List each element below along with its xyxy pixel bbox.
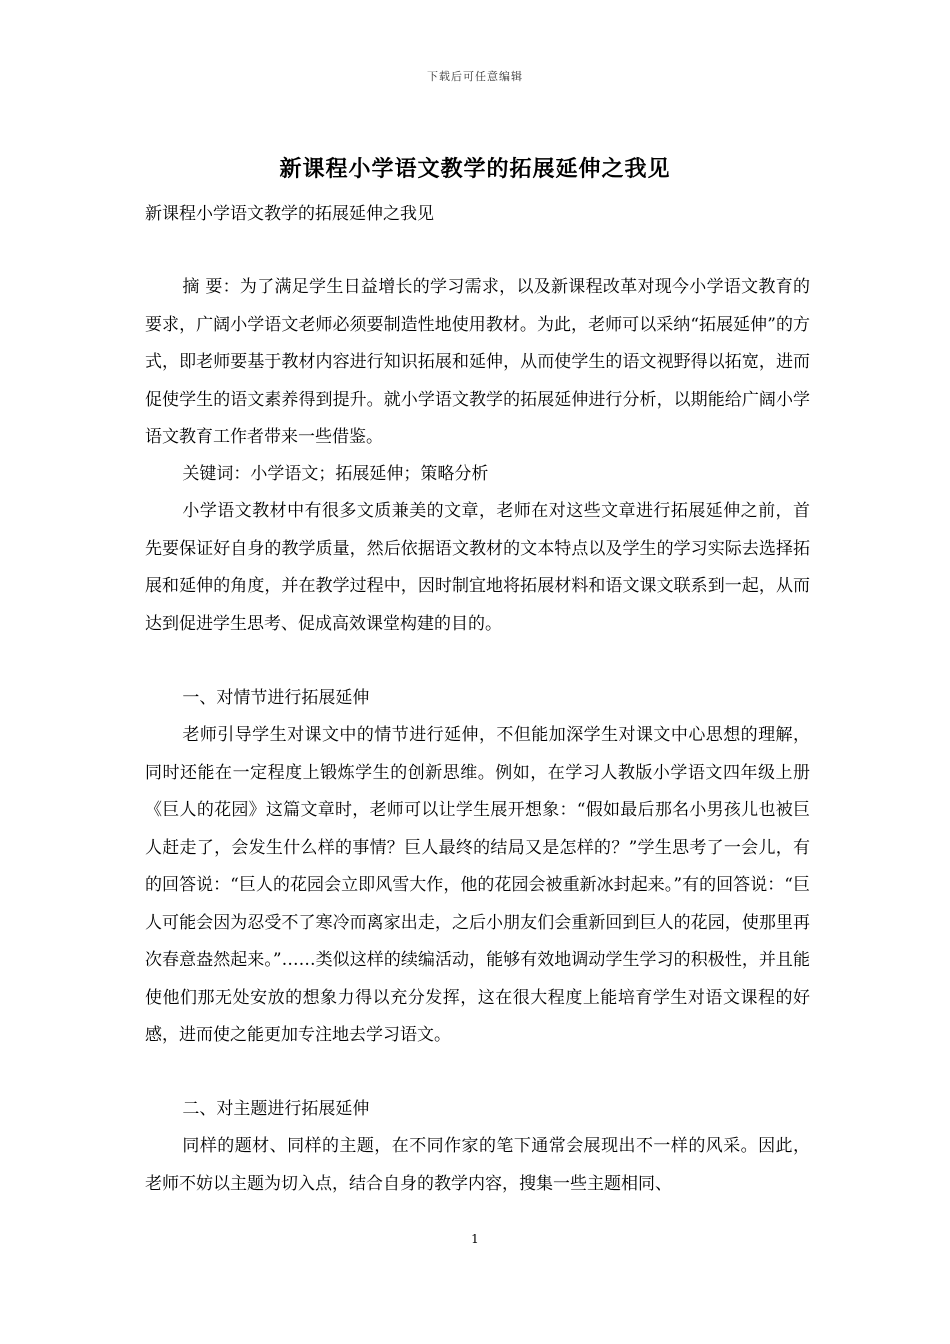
abstract-paragraph: 摘 要：为了满足学生日益增长的学习需求，以及新课程改革对现今小学语文教育的要求，广阔小学语文老师必须要制造性地使用教材。为此，老师可以采纳“拓展延伸”的方式，即老师要基于教材内容进行知识拓展和延伸，从而使学生的语文视野得以拓宽，进而促使学生的语文素养得到提升。就小学语文教学的拓展延伸进行分析，以期能给广阔小学语文教育工作者带来一些借鉴。 — [145, 277, 810, 447]
header-note: 下载后可任意编辑 — [427, 70, 523, 83]
section-1-paragraph: 老师引导学生对课文中的情节进行延伸，不但能加深学生对课文中心思想的理解，同时还能在一定程度上锻炼学生的创新思维。例如，在学习人教版小学语文四年级上册《巨人的花园》这篇文章时，老师可以让学生展开想象：“假如最后那名小男孩儿也被巨人赶走了，会发生什么样的事情？巨人最终的结局又是怎样的？”学生思考了一会儿，有的回答说：“巨人的花园会立即风雪大作，他的花园会被重新冰封起来。”有的回答说：“巨人可能会因为忍受不了寒冷而离家出走，之后小朋友们会重新回到巨人的花园，使那里再次春意盎然起来。”……类似这样的续编活动，能够有效地调动学生学习的积极性，并且能使他们那无处安放的想象力得以充分发挥，这在很大程度上能培育学生对语文课程的好感，进而使之能更加专注地去学习语文。 — [145, 725, 810, 1045]
section-2-paragraph: 同样的题材、同样的主题，在不同作家的笔下通常会展现出不一样的风采。因此，老师不妨以主题为切入点，结合自身的教学内容，搜集一些主题相同、 — [145, 1136, 810, 1194]
intro-paragraph: 小学语文教材中有很多文质兼美的文章，老师在对这些文章进行拓展延伸之前，首先要保证好自身的教学质量，然后依据语文教材的文本特点以及学生的学习实际去选择拓展和延伸的角度，并在教学过程中，因时制宜地将拓展材料和语文课文联系到一起，从而达到促进学生思考、促成高效课堂构建的目的。 — [145, 501, 810, 634]
document-title: 新课程小学语文教学的拓展延伸之我见 — [279, 156, 671, 182]
section-2-heading: 二、对主题进行拓展延伸 — [182, 1099, 370, 1119]
section-1-heading: 一、对情节进行拓展延伸 — [182, 688, 370, 708]
document-subtitle: 新课程小学语文教学的拓展延伸之我见 — [145, 204, 434, 224]
keywords-line: 关键词：小学语文；拓展延伸；策略分析 — [182, 464, 489, 484]
page-number: 1 — [471, 1232, 479, 1246]
